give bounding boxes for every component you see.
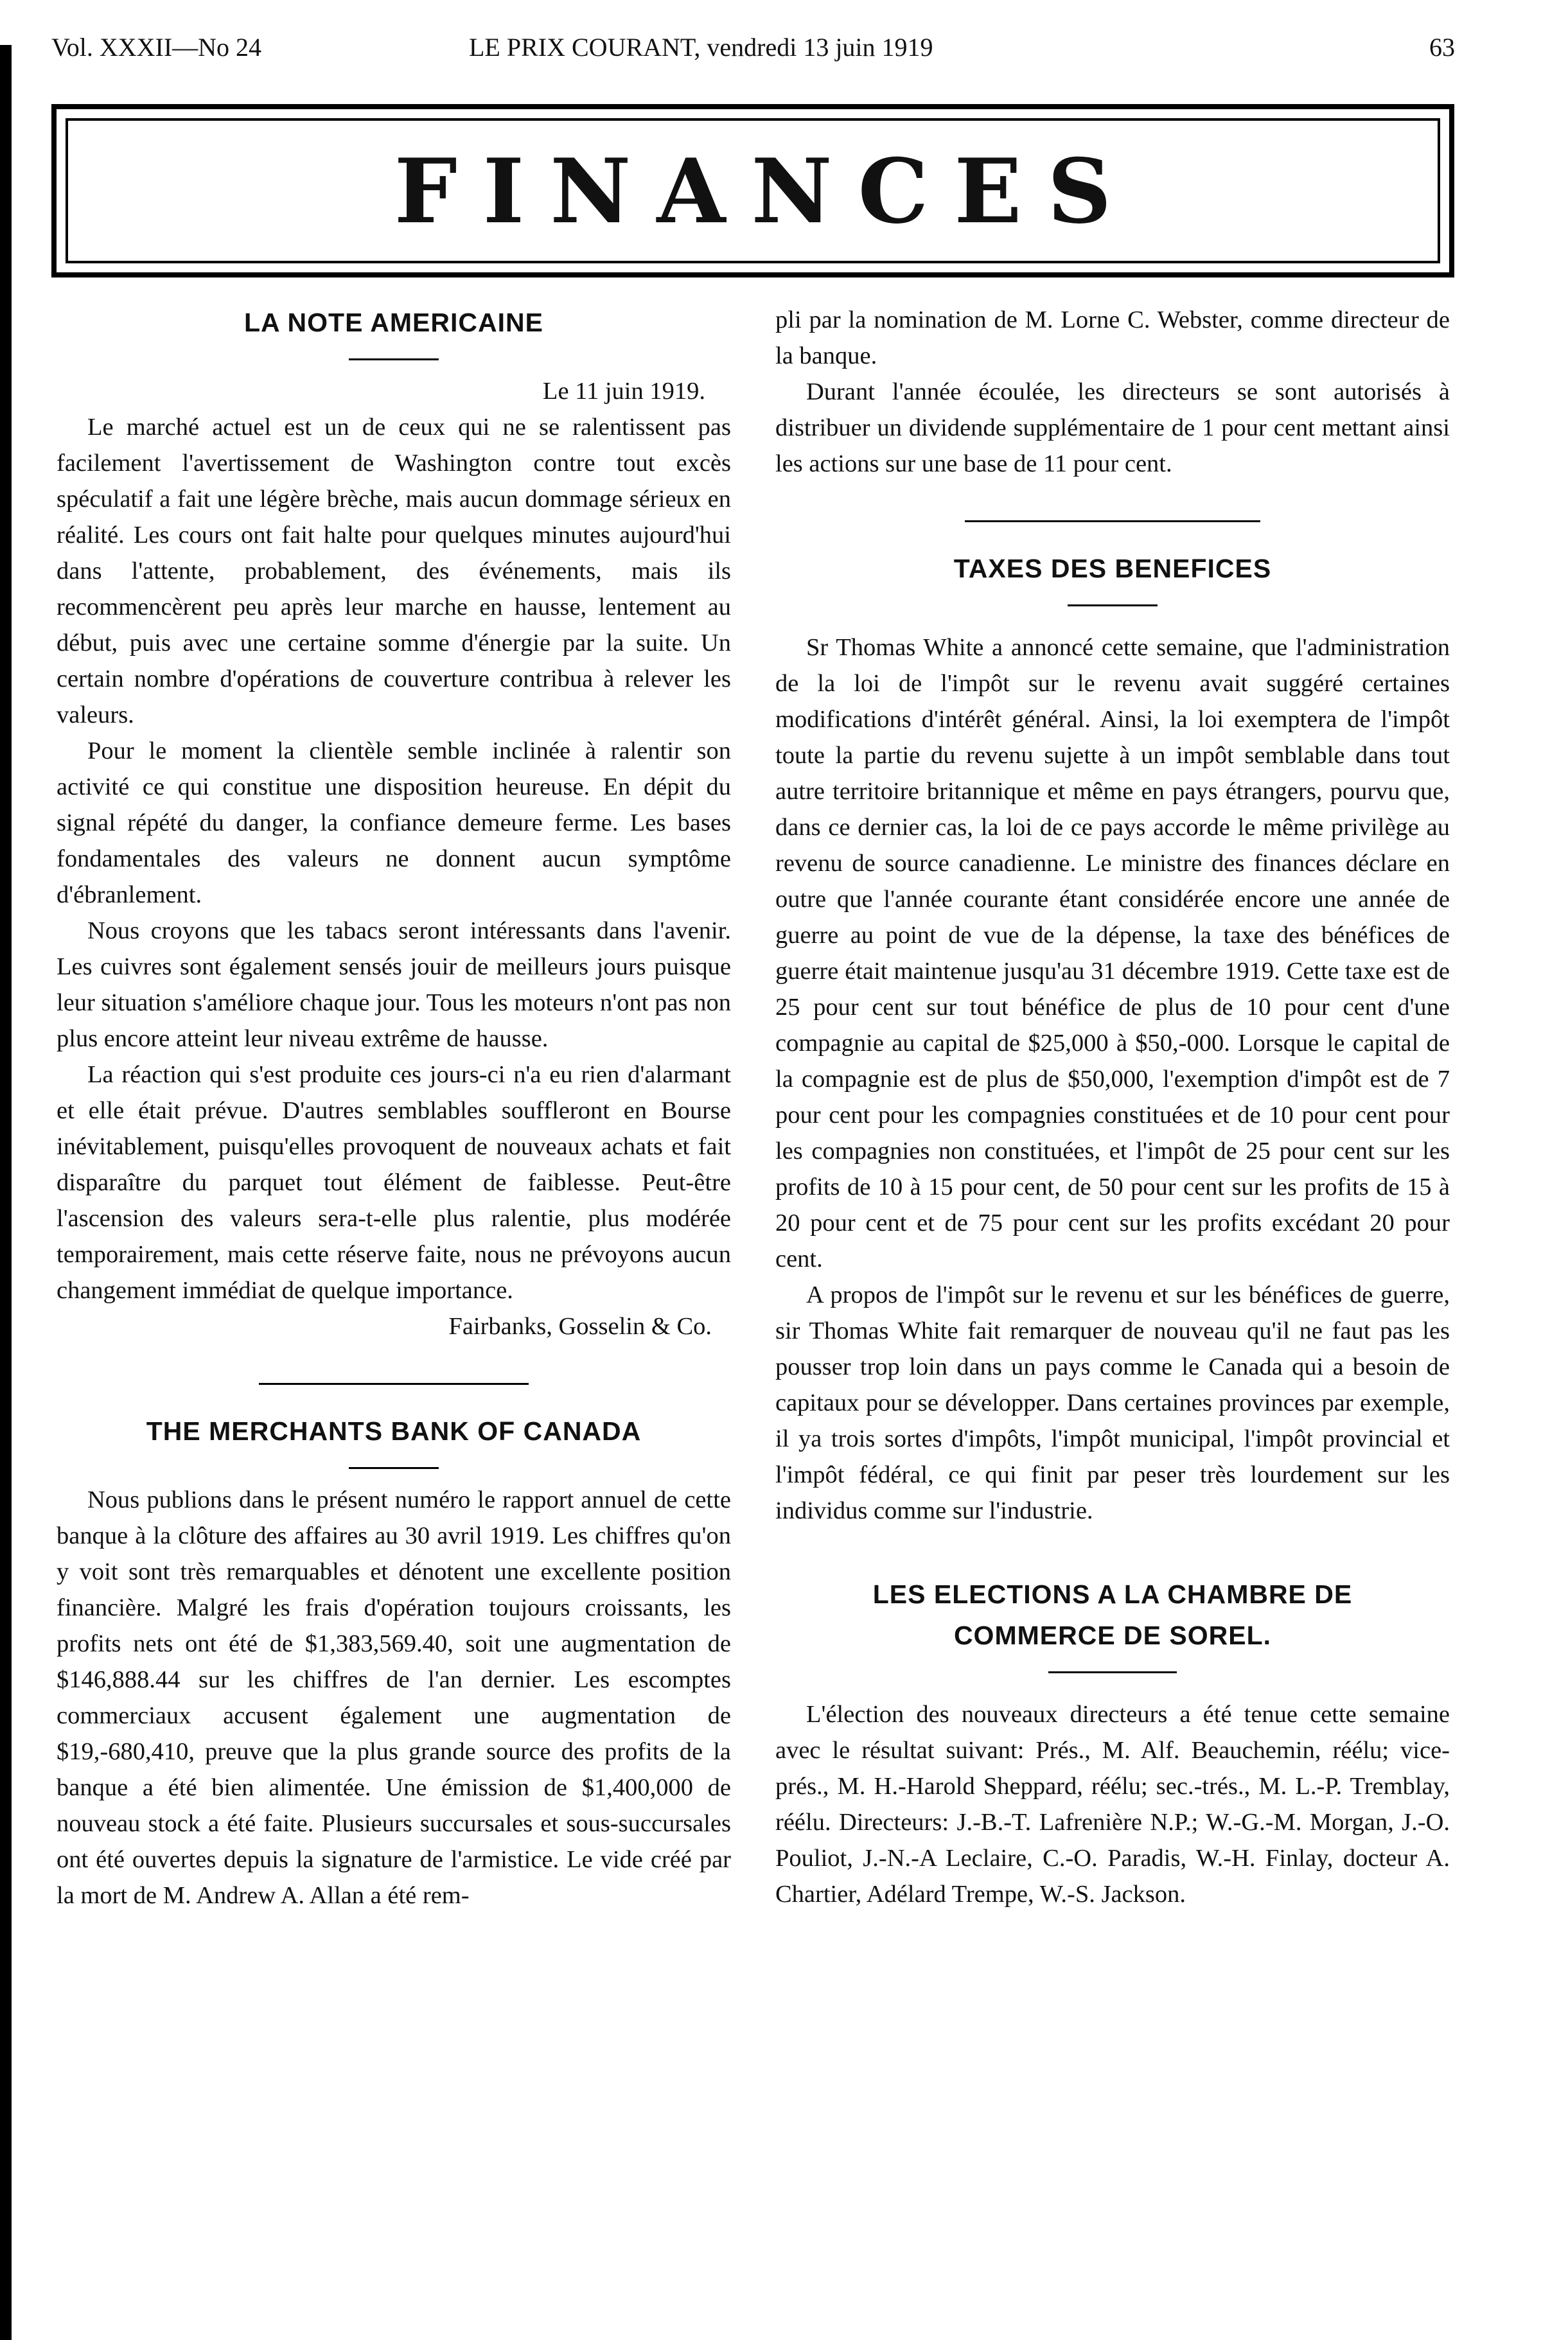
article-date: Le 11 juin 1919. <box>542 378 705 405</box>
page-binding-edge <box>0 45 12 2340</box>
title-divider <box>349 1467 439 1469</box>
article-title: LA NOTE AMERICAINE <box>244 308 543 337</box>
spacer <box>775 1529 1450 1574</box>
article-paragraph: La réaction qui s'est produite ces jours-ci n'a eu rien d'alarmant et elle était prévue. D'autres semblables souffleront en Bourse inévitablement, puisqu'elles provoquent de nouveaux achats et fait disparaître du parquet tout élément de faiblesse. Peut-être l'ascension des valeurs sera-t-elle plus ralentie, plus modérée temporairement, mais cette réserve faite, nous ne prévoyons aucun changement immédiat de quelque importance. <box>57 1061 731 1304</box>
article-paragraph: Nous publions dans le présent numéro le rapport annuel de cette banque à la clôture des affaires au 30 avril 1919. Les chiffres qu'on y voit sont très remarquables et dénotent une excellente position financière. Malgré les frais d'opération toujours croissants, les profits nets ont été de $1,383,569.40, soit une augmentation de $146,888.44 sur les chiffres de l'an dernier. Les escomptes commerciaux accusent également une augmentation de $19,-680,410, preuve que la plus grande source des profits de la banque a été bien alimentée. Une émission de $1,400,000 de nouveau stock a été faite. Plusieurs succursales et sous-succursales ont été ouvertes depuis la signature de l'armistice. Le vide créé par la mort de M. Andrew A. Allan a été rem- <box>57 1486 731 1909</box>
section-title-inner-frame <box>66 118 1440 263</box>
article-paragraph: Sr Thomas White a annoncé cette semaine, que l'administration de la loi de l'impôt sur le revenu avait suggéré certaines modifications d'intérêt général. Ainsi, la loi exemptera de l'impôt toute la partie du revenu sujette à un impôt semblable dans tout autre territoire britannique et même en pays étrangers, pourvu que, dans ce dernier cas, la loi de ce pays accorde le même privilège au revenu de source canadienne. Le ministre des finances déclare en outre que l'année courante étant considérée encore une année de guerre au point de vue de la dépense, la taxe des bénéfices de guerre était maintenue jusqu'au 31 décembre 1919. Cette taxe est de 25 pour cent sur tout bénéfice de plus de 10 pour cent d'une compagnie au capital de $25,000 à $50,-000. Lorsque le capital de la compagnie est de plus de $50,000, l'exemption d'impôt est de 7 pour cent pour les compagnies constituées et de 10 pour cent pour les compagnies non constituées, et l'impôt de 25 pour cent sur les profits de 10 à 15 pour cent, de 50 pour cent sur les profits de 15 à 20 pour cent et de 75 pour cent sur les profits excédant 20 pour cent. <box>775 634 1450 1272</box>
article-merchants-bank <box>57 1411 731 1913</box>
article-note-americaine <box>57 302 731 1344</box>
article-title: TAXES DES BENEFICES <box>953 554 1272 583</box>
article-paragraph: Pour le moment la clientèle semble inclinée à ralentir son activité ce qui constitue une disposition heureuse. En dépit du signal répété du danger, la confiance demeure ferme. Les bases fondamentales des valeurs ne donnent aucun symptôme d'ébranlement. <box>57 737 731 908</box>
page-number: 63 <box>1429 33 1455 62</box>
left-column <box>57 302 731 1913</box>
right-column <box>775 302 1450 1912</box>
title-divider <box>1068 604 1158 606</box>
article-merchants-bank-continued <box>775 302 1450 482</box>
title-divider <box>1048 1671 1177 1673</box>
newspaper-masthead: LE PRIX COURANT, vendredi 13 juin 1919 <box>469 33 933 62</box>
section-title-frame <box>51 104 1454 277</box>
article-elections-sorel <box>775 1574 1450 1912</box>
article-separator <box>259 1383 529 1385</box>
article-paragraph: Le marché actuel est un de ceux qui ne se ralentissent pas facilement l'avertissement de Washington contre tout excès spéculatif a fait une légère brèche, mais aucun dommage sérieux en réalité. Les cours ont fait halte pour quelques minutes aujourd'hui dans l'attente, probablement, des événements, mais ils recommencèrent peu après leur marche en hausse, lentement au début, puis avec une certaine somme d'énergie par la suite. Un certain nombre d'opérations de couverture contribua à relever les valeurs. <box>57 414 731 728</box>
section-title: FINANCES <box>394 138 1138 243</box>
article-title-line-1: LES ELECTIONS A LA CHAMBRE DE <box>872 1579 1353 1609</box>
title-divider <box>349 358 439 360</box>
issue-volume-number: Vol. XXXII—No 24 <box>51 33 262 62</box>
article-separator <box>965 520 1260 522</box>
article-taxes-benefices <box>775 548 1450 1529</box>
article-paragraph: A propos de l'impôt sur le revenu et sur les bénéfices de guerre, sir Thomas White fait remarquer de nouveau qu'il ne faut pas les pousser trop loin dans un pays comme le Canada qui a besoin de capitaux pour se développer. Dans certaines provinces par exemple, il ya trois sortes d'impôts, l'impôt municipal, l'impôt provincial et l'impôt fédéral, ce qui finit par peser très lourdement sur les individus comme sur l'industrie. <box>775 1281 1450 1524</box>
article-paragraph: L'élection des nouveaux directeurs a été tenue cette semaine avec le résultat suivant: Prés., M. Alf. Beauchemin, réélu; vice-prés., M. H.-Harold Sheppard, réélu; sec.-trés., M. L.-P. Tremblay, réélu. Directeurs: J.-B.-T. Lafrenière N.P.; W.-G.-M. Morgan, J.-O. Pouliot, J.-N.-A Leclaire, C.-O. Paradis, W.-H. Finlay, docteur A. Chartier, Adélard Trempe, W.-S. Jackson. <box>775 1701 1450 1908</box>
article-paragraph: Nous croyons que les tabacs seront intéressants dans l'avenir. Les cuivres sont également sensés jouir de meilleurs jours puisque leur situation s'améliore chaque jour. Tous les moteurs n'ont pas non plus encore atteint leur niveau extrême de hausse. <box>57 917 731 1052</box>
article-title: THE MERCHANTS BANK OF CANADA <box>146 1416 642 1446</box>
article-title-line-2: COMMERCE DE SOREL. <box>953 1621 1272 1650</box>
article-paragraph-continued: pli par la nomination de M. Lorne C. Webster, comme directeur de la banque. <box>775 306 1450 369</box>
article-paragraph: Durant l'année écoulée, les directeurs se sont autorisés à distribuer un dividende supplémentaire de 1 pour cent mettant ainsi les actions sur une base de 11 pour cent. <box>775 378 1450 477</box>
article-signature: Fairbanks, Gosselin & Co. <box>448 1313 712 1340</box>
